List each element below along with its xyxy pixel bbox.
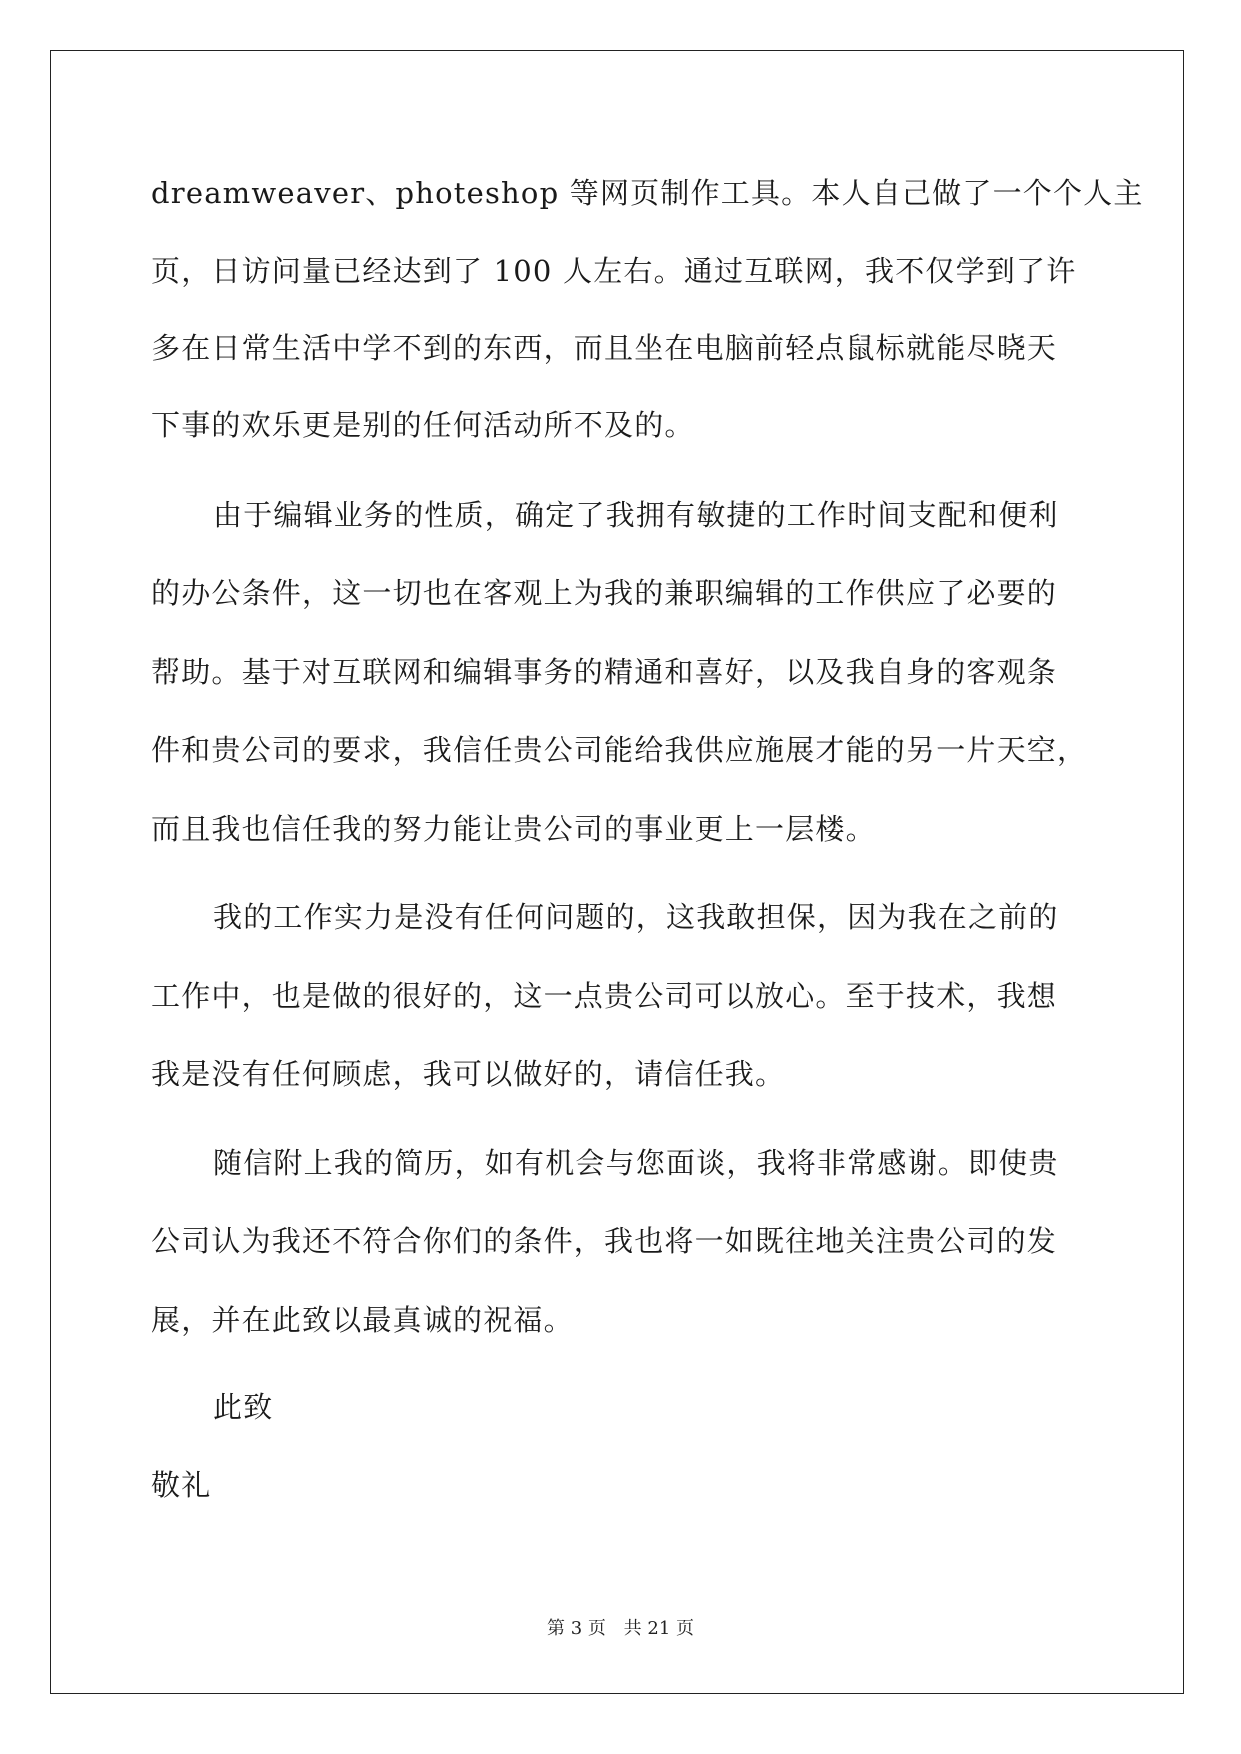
closing-salutation: 此致: [213, 1390, 274, 1424]
current-page-number: 第 3 页: [547, 1618, 606, 1639]
paragraph-start-line: 由于编辑业务的性质，确定了我拥有敏捷的工作时间支配和便利: [213, 498, 1059, 532]
text-line: 而且我也信任我的努力能让贵公司的事业更上一层楼。: [151, 812, 876, 846]
paragraph-start-line: 随信附上我的简历，如有机会与您面谈，我将非常感谢。即使贵: [213, 1146, 1059, 1180]
closing-regards: 敬礼: [151, 1468, 212, 1502]
text-line: 下事的欢乐更是别的任何活动所不及的。: [151, 408, 695, 442]
text-line: 页，日访问量已经达到了 100 人左右。通过互联网，我不仅学到了许: [151, 254, 1077, 288]
text-line: 工作中，也是做的很好的，这一点贵公司可以放心。至于技术，我想: [151, 979, 1058, 1013]
paragraph-start-line: 我的工作实力是没有任何问题的，这我敢担保，因为我在之前的: [213, 900, 1059, 934]
text-line: 展，并在此致以最真诚的祝福。: [151, 1303, 574, 1337]
text-line: 件和贵公司的要求，我信任贵公司能给我供应施展才能的另一片天空，: [151, 733, 1088, 767]
text-line: 的办公条件，这一切也在客观上为我的兼职编辑的工作供应了必要的: [151, 576, 1058, 610]
text-line: 公司认为我还不符合你们的条件，我也将一如既往地关注贵公司的发: [151, 1224, 1058, 1258]
page-border: [50, 50, 1184, 1694]
page-footer: [0, 1614, 1241, 1640]
text-line: 多在日常生活中学不到的东西，而且坐在电脑前轻点鼠标就能尽晓天: [151, 331, 1058, 365]
text-line: 我是没有任何顾虑，我可以做好的，请信任我。: [151, 1057, 786, 1091]
text-line: dreamweaver、photeshop 等网页制作工具。本人自己做了一个个人主: [151, 176, 1144, 210]
text-line: 帮助。基于对互联网和编辑事务的精通和喜好，以及我自身的客观条: [151, 655, 1058, 689]
total-page-count: 共 21 页: [623, 1618, 694, 1639]
